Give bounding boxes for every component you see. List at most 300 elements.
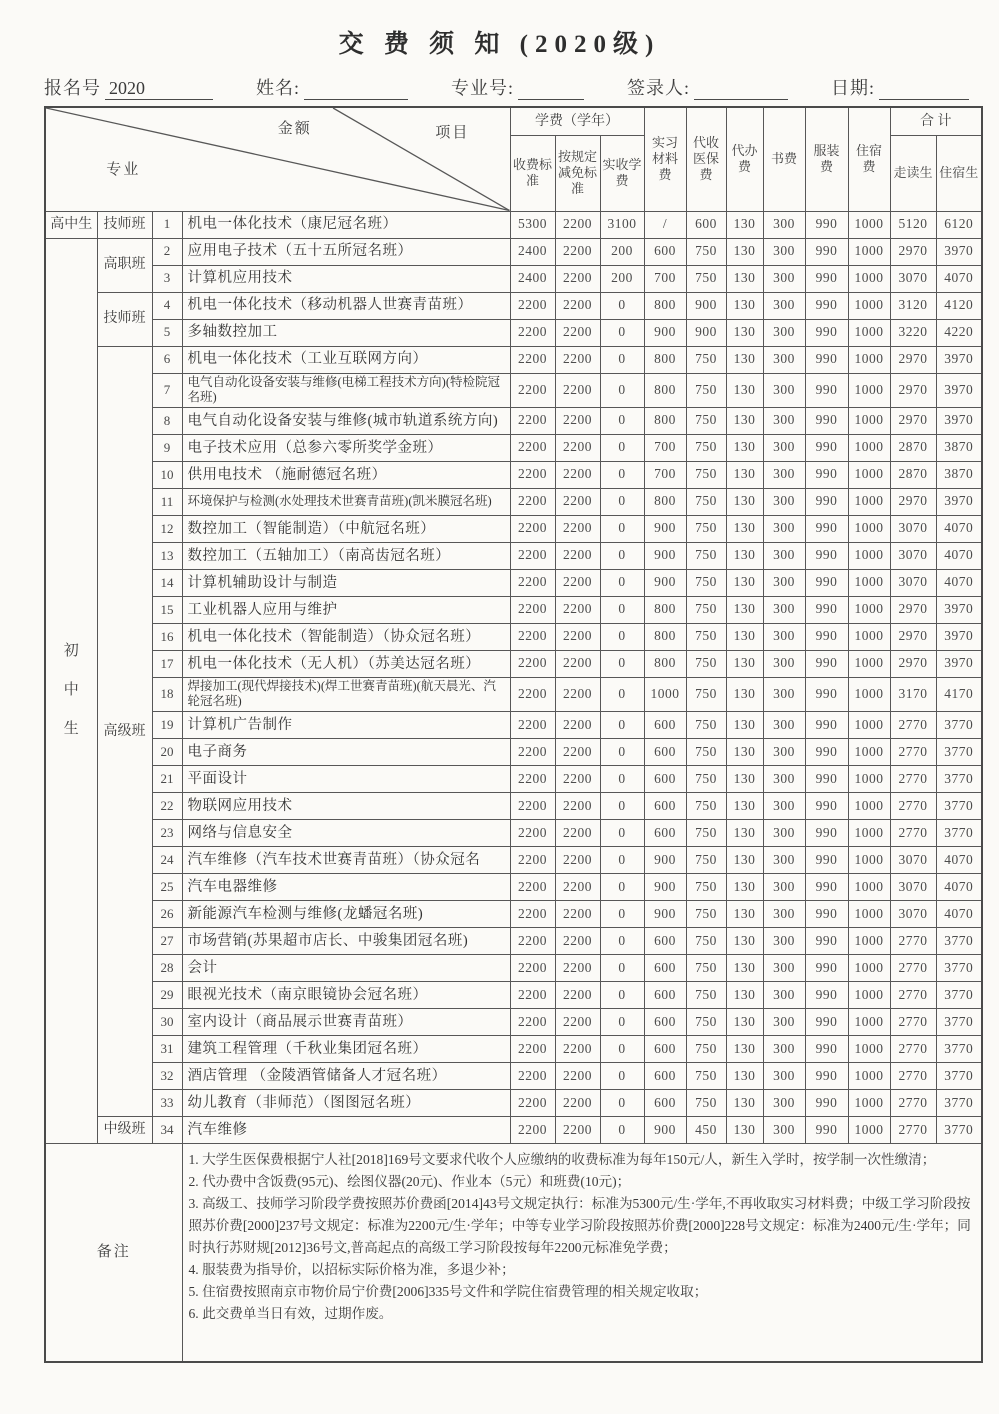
field-major-no: [451, 74, 584, 100]
fee-value-cell: 2200: [510, 1036, 555, 1063]
fee-value-cell: 300: [763, 596, 805, 623]
remark-line: 5. 住宿费按照南京市物价局宁价费[2006]335号文件和学院住宿费管理的相关规定收取；: [188, 1284, 708, 1300]
fee-value-cell: 750: [686, 542, 726, 569]
fee-value-cell: 2770: [890, 820, 936, 847]
fee-value-cell: 750: [686, 712, 726, 739]
row-number-cell: 24: [152, 847, 182, 874]
fee-value-cell: 990: [805, 596, 848, 623]
fee-value-cell: 750: [686, 373, 726, 407]
fee-value-cell: 990: [805, 373, 848, 407]
fee-value-cell: 750: [686, 1036, 726, 1063]
fee-value-cell: 1000: [848, 766, 890, 793]
fee-value-cell: 300: [763, 569, 805, 596]
fee-value-cell: 2200: [555, 211, 600, 238]
fee-value-cell: 2200: [555, 488, 600, 515]
fee-value-cell: 600: [644, 1036, 686, 1063]
fee-value-cell: 3070: [890, 515, 936, 542]
fee-value-cell: 2400: [510, 265, 555, 292]
row-number-cell: 34: [152, 1117, 182, 1144]
fee-value-cell: 2200: [510, 515, 555, 542]
fee-value-cell: 900: [644, 515, 686, 542]
fee-value-cell: 130: [726, 461, 763, 488]
fee-value-cell: 0: [600, 766, 644, 793]
fee-value-cell: 0: [600, 434, 644, 461]
fee-value-cell: 600: [686, 211, 726, 238]
student-category-cell: 初 中 生: [45, 238, 97, 1144]
fee-value-cell: 130: [726, 596, 763, 623]
fee-value-cell: 900: [644, 569, 686, 596]
major-name-cell: 汽车维修（汽车技术世赛青苗班）（协众冠名: [182, 847, 510, 874]
student-name-value: [304, 78, 408, 100]
fee-value-cell: 3220: [890, 319, 936, 346]
remark-line: 1. 大学生医保费根据宁人社[2018]169号文要求代收个人应缴纳的收费标准为每年150元/人，新生入学时，按学制一次性缴清；: [188, 1152, 936, 1167]
fee-value-cell: 1000: [848, 650, 890, 677]
fee-value-cell: 800: [644, 373, 686, 407]
remark-line: 3. 高级工、技师学习阶段学费按照苏价费函[2014]43号文规定执行：标准为5300元/生·学年,不再收取实习材料费；中级工学习阶段按照苏价费[2000]237号文规定：标准为2200元/生·学年；中等专业学习阶段按照苏价费[2000]228号文规定：标准为2400元/生·学年；同时执行苏财规[2012]36号文,普高起点的高级工学习阶段按每年2200元标准免学费；: [188, 1196, 971, 1256]
row-number-cell: 26: [152, 901, 182, 928]
fee-value-cell: 2200: [555, 766, 600, 793]
fee-value-cell: 1000: [848, 542, 890, 569]
fee-value-cell: 130: [726, 847, 763, 874]
fee-value-cell: 3970: [936, 623, 982, 650]
fee-value-cell: 750: [686, 928, 726, 955]
header-agency-fee: 代办费: [726, 107, 763, 211]
fee-value-cell: 0: [600, 677, 644, 711]
fee-value-cell: 2200: [555, 901, 600, 928]
student-name-label: 姓名:: [255, 78, 300, 98]
fee-value-cell: 130: [726, 434, 763, 461]
fee-value-cell: 3770: [936, 1009, 982, 1036]
form-fields-row: [44, 74, 969, 100]
fee-value-cell: 5120: [890, 211, 936, 238]
corner-label-item: 项目: [435, 125, 470, 142]
fee-value-cell: 4170: [936, 677, 982, 711]
fee-value-cell: 2970: [890, 596, 936, 623]
fee-value-cell: 1000: [848, 596, 890, 623]
fee-value-cell: 2770: [890, 712, 936, 739]
fee-value-cell: 130: [726, 569, 763, 596]
table-row: [45, 1090, 982, 1117]
fee-value-cell: 0: [600, 874, 644, 901]
major-no-label: 专业号:: [450, 78, 514, 98]
fee-value-cell: 300: [763, 542, 805, 569]
major-name-cell: 机电一体化技术（工业互联网方向）: [182, 346, 510, 373]
fee-value-cell: 2870: [890, 434, 936, 461]
fee-value-cell: 1000: [848, 739, 890, 766]
table-row: [45, 847, 982, 874]
fee-value-cell: 750: [686, 569, 726, 596]
row-number-cell: 27: [152, 928, 182, 955]
fee-value-cell: 130: [726, 1009, 763, 1036]
fee-value-cell: 2200: [555, 542, 600, 569]
row-number-cell: 25: [152, 874, 182, 901]
fee-value-cell: 300: [763, 820, 805, 847]
fee-value-cell: 800: [644, 650, 686, 677]
fee-value-cell: 990: [805, 982, 848, 1009]
fee-value-cell: 750: [686, 982, 726, 1009]
fee-value-cell: 2200: [510, 847, 555, 874]
fee-value-cell: 990: [805, 265, 848, 292]
major-name-cell: 机电一体化技术（无人机）（苏美达冠名班）: [182, 650, 510, 677]
fee-value-cell: 2200: [510, 461, 555, 488]
table-row: [45, 211, 982, 238]
fee-value-cell: 900: [686, 292, 726, 319]
fee-value-cell: 130: [726, 407, 763, 434]
fee-value-cell: 0: [600, 461, 644, 488]
row-number-cell: 29: [152, 982, 182, 1009]
fee-value-cell: 130: [726, 1063, 763, 1090]
major-name-cell: 应用电子技术（五十五所冠名班）: [182, 238, 510, 265]
fee-value-cell: 300: [763, 712, 805, 739]
table-row: [45, 1036, 982, 1063]
fee-value-cell: 3070: [890, 901, 936, 928]
fee-value-cell: 990: [805, 712, 848, 739]
fee-value-cell: 3770: [936, 1036, 982, 1063]
fee-value-cell: 800: [644, 488, 686, 515]
fee-value-cell: 750: [686, 623, 726, 650]
fee-value-cell: 2970: [890, 238, 936, 265]
fee-value-cell: 300: [763, 265, 805, 292]
row-number-cell: 28: [152, 955, 182, 982]
fee-value-cell: 2770: [890, 1063, 936, 1090]
fee-value-cell: 2200: [510, 1117, 555, 1144]
fee-value-cell: 0: [600, 488, 644, 515]
fee-value-cell: 3120: [890, 292, 936, 319]
fee-value-cell: 300: [763, 847, 805, 874]
fee-value-cell: 5300: [510, 211, 555, 238]
fee-value-cell: 2200: [510, 1009, 555, 1036]
fee-value-cell: 300: [763, 211, 805, 238]
fee-value-cell: 0: [600, 346, 644, 373]
major-name-cell: 多轴数控加工: [182, 319, 510, 346]
fee-value-cell: 2200: [555, 319, 600, 346]
fee-value-cell: 0: [600, 793, 644, 820]
fee-value-cell: 750: [686, 238, 726, 265]
major-name-cell: 物联网应用技术: [182, 793, 510, 820]
fee-value-cell: 130: [726, 1036, 763, 1063]
fee-value-cell: 2870: [890, 461, 936, 488]
fee-value-cell: 2200: [555, 373, 600, 407]
fee-value-cell: 2200: [555, 874, 600, 901]
fee-value-cell: 3770: [936, 955, 982, 982]
major-name-cell: 室内设计（商品展示世赛青苗班）: [182, 1009, 510, 1036]
fee-value-cell: 6120: [936, 211, 982, 238]
fee-value-cell: 900: [686, 319, 726, 346]
major-name-cell: 眼视光技术（南京眼镜协会冠名班）: [182, 982, 510, 1009]
fee-value-cell: 3170: [890, 677, 936, 711]
fee-value-cell: 600: [644, 238, 686, 265]
fee-value-cell: 3970: [936, 238, 982, 265]
fee-value-cell: 990: [805, 677, 848, 711]
fee-value-cell: 200: [600, 238, 644, 265]
row-number-cell: 33: [152, 1090, 182, 1117]
header-fee-standard: 收费标准: [510, 135, 555, 211]
row-number-cell: 12: [152, 515, 182, 542]
major-name-cell: 数控加工（智能制造）（中航冠名班）: [182, 515, 510, 542]
fee-value-cell: 130: [726, 211, 763, 238]
fee-value-cell: 2970: [890, 346, 936, 373]
fee-value-cell: 2200: [510, 623, 555, 650]
row-number-cell: 1: [152, 211, 182, 238]
row-number-cell: 15: [152, 596, 182, 623]
row-number-cell: 13: [152, 542, 182, 569]
fee-value-cell: 750: [686, 766, 726, 793]
table-row: [45, 515, 982, 542]
fee-value-cell: 130: [726, 928, 763, 955]
class-type-cell: 高职班: [97, 238, 152, 292]
fee-value-cell: 130: [726, 373, 763, 407]
fee-value-cell: 2200: [555, 982, 600, 1009]
fee-value-cell: 990: [805, 434, 848, 461]
fee-value-cell: 3970: [936, 407, 982, 434]
registration-no-label: 报名号: [44, 78, 101, 98]
class-type-cell: 中级班: [97, 1117, 152, 1144]
fee-value-cell: 3770: [936, 766, 982, 793]
fee-value-cell: 300: [763, 1090, 805, 1117]
table-row: [45, 820, 982, 847]
fee-value-cell: 990: [805, 211, 848, 238]
fee-value-cell: 300: [763, 238, 805, 265]
fee-value-cell: 800: [644, 407, 686, 434]
fee-value-cell: 3970: [936, 596, 982, 623]
header-boarding-student-total: 住宿生: [936, 135, 982, 211]
row-number-cell: 9: [152, 434, 182, 461]
row-number-cell: 22: [152, 793, 182, 820]
table-row: [45, 488, 982, 515]
fee-value-cell: 130: [726, 766, 763, 793]
major-name-cell: 计算机应用技术: [182, 265, 510, 292]
fee-value-cell: 1000: [848, 982, 890, 1009]
fee-value-cell: 1000: [848, 1063, 890, 1090]
fee-value-cell: 1000: [848, 569, 890, 596]
fee-value-cell: 900: [644, 847, 686, 874]
fee-value-cell: 990: [805, 820, 848, 847]
fee-value-cell: 1000: [848, 901, 890, 928]
field-student-name: [256, 74, 408, 100]
fee-value-cell: 1000: [848, 346, 890, 373]
fee-value-cell: 3770: [936, 712, 982, 739]
header-uniform-fee: 服装费: [805, 107, 848, 211]
fee-value-cell: 900: [644, 319, 686, 346]
major-name-cell: 会计: [182, 955, 510, 982]
fee-value-cell: 3100: [600, 211, 644, 238]
fee-value-cell: 2770: [890, 793, 936, 820]
table-row: [45, 1117, 982, 1144]
fee-value-cell: 800: [644, 346, 686, 373]
table-row: [45, 292, 982, 319]
fee-value-cell: 750: [686, 265, 726, 292]
row-number-cell: 14: [152, 569, 182, 596]
fee-value-cell: 3770: [936, 793, 982, 820]
fee-value-cell: 600: [644, 739, 686, 766]
fee-value-cell: 2200: [510, 596, 555, 623]
fee-value-cell: 600: [644, 712, 686, 739]
fee-value-cell: 900: [644, 901, 686, 928]
table-row: [45, 1009, 982, 1036]
table-row: [45, 766, 982, 793]
fee-value-cell: 0: [600, 847, 644, 874]
fee-value-cell: 4070: [936, 542, 982, 569]
row-number-cell: 17: [152, 650, 182, 677]
fee-value-cell: 1000: [848, 238, 890, 265]
fee-value-cell: 130: [726, 265, 763, 292]
row-number-cell: 5: [152, 319, 182, 346]
remarks-body: [182, 1144, 982, 1362]
fee-value-cell: 2200: [510, 955, 555, 982]
fee-value-cell: 750: [686, 515, 726, 542]
fee-value-cell: 1000: [848, 211, 890, 238]
fee-value-cell: 750: [686, 820, 726, 847]
fee-value-cell: 0: [600, 982, 644, 1009]
fee-value-cell: 2770: [890, 955, 936, 982]
header-tuition-group: 学费（学年）: [510, 107, 644, 135]
fee-value-cell: 130: [726, 515, 763, 542]
fee-value-cell: 2200: [555, 820, 600, 847]
fee-value-cell: 2200: [555, 434, 600, 461]
fee-value-cell: 130: [726, 542, 763, 569]
fee-value-cell: 800: [644, 596, 686, 623]
fee-value-cell: 3770: [936, 820, 982, 847]
table-row: [45, 596, 982, 623]
row-number-cell: 21: [152, 766, 182, 793]
fee-value-cell: 2200: [555, 650, 600, 677]
fee-value-cell: 750: [686, 346, 726, 373]
fee-value-cell: 2200: [555, 238, 600, 265]
header-medical-insurance-fee: 代收医保费: [686, 107, 726, 211]
fee-value-cell: 0: [600, 569, 644, 596]
table-row: [45, 650, 982, 677]
fee-value-cell: 4070: [936, 569, 982, 596]
fee-value-cell: 2200: [510, 650, 555, 677]
fee-value-cell: 2200: [510, 569, 555, 596]
fee-value-cell: 990: [805, 928, 848, 955]
major-name-cell: 焊接加工(现代焊接技术)(焊工世赛青苗班)(航天晨光、汽轮冠名班): [182, 677, 510, 711]
fee-value-cell: 750: [686, 650, 726, 677]
fee-value-cell: 3970: [936, 650, 982, 677]
fee-table: [44, 106, 983, 1363]
registration-no-value: 2020: [105, 78, 213, 100]
fee-value-cell: 990: [805, 766, 848, 793]
fee-value-cell: 130: [726, 1117, 763, 1144]
fee-value-cell: 2200: [555, 596, 600, 623]
fee-value-cell: 1000: [848, 874, 890, 901]
fee-value-cell: 130: [726, 238, 763, 265]
fee-value-cell: 990: [805, 1117, 848, 1144]
fee-value-cell: 1000: [644, 677, 686, 711]
fee-value-cell: 1000: [848, 461, 890, 488]
table-row: [45, 901, 982, 928]
fee-value-cell: 3770: [936, 1117, 982, 1144]
table-row: [45, 712, 982, 739]
fee-value-cell: 990: [805, 461, 848, 488]
fee-value-cell: 2200: [510, 373, 555, 407]
major-name-cell: 汽车维修: [182, 1117, 510, 1144]
fee-value-cell: 4220: [936, 319, 982, 346]
fee-value-cell: 0: [600, 373, 644, 407]
header-book-fee: 书费: [763, 107, 805, 211]
table-row: [45, 928, 982, 955]
fee-value-cell: 750: [686, 874, 726, 901]
fee-value-cell: 750: [686, 1090, 726, 1117]
fee-value-cell: 3870: [936, 461, 982, 488]
table-row: [45, 434, 982, 461]
fee-value-cell: 3770: [936, 1063, 982, 1090]
fee-value-cell: 900: [644, 1117, 686, 1144]
fee-value-cell: 700: [644, 434, 686, 461]
fee-value-cell: 2200: [555, 739, 600, 766]
remark-line: 2. 代办费中含饭费(95元)、绘图仪器(20元)、作业本（5元）和班费(10元)；: [188, 1174, 631, 1190]
fee-value-cell: 2200: [555, 712, 600, 739]
table-row: [45, 982, 982, 1009]
fee-value-cell: 750: [686, 407, 726, 434]
fee-value-cell: 300: [763, 677, 805, 711]
table-row: [45, 407, 982, 434]
fee-value-cell: 2770: [890, 1036, 936, 1063]
major-name-cell: 计算机辅助设计与制造: [182, 569, 510, 596]
row-number-cell: 20: [152, 739, 182, 766]
fee-value-cell: 300: [763, 793, 805, 820]
fee-value-cell: 2770: [890, 1009, 936, 1036]
fee-value-cell: 300: [763, 874, 805, 901]
fee-value-cell: 0: [600, 596, 644, 623]
fee-value-cell: 0: [600, 292, 644, 319]
fee-value-cell: 600: [644, 793, 686, 820]
fee-value-cell: 600: [644, 982, 686, 1009]
fee-value-cell: 600: [644, 928, 686, 955]
major-name-cell: 环境保护与检测(水处理技术世赛青苗班)(凯米膜冠名班): [182, 488, 510, 515]
fee-value-cell: 2200: [555, 569, 600, 596]
fee-value-cell: 990: [805, 569, 848, 596]
fee-value-cell: 3770: [936, 739, 982, 766]
fee-value-cell: 600: [644, 955, 686, 982]
fee-value-cell: 990: [805, 488, 848, 515]
fee-value-cell: 750: [686, 488, 726, 515]
fee-value-cell: 990: [805, 1009, 848, 1036]
fee-value-cell: 2200: [555, 928, 600, 955]
fee-value-cell: 2200: [510, 1063, 555, 1090]
fee-value-cell: 300: [763, 373, 805, 407]
fee-value-cell: 1000: [848, 955, 890, 982]
fee-value-cell: 130: [726, 488, 763, 515]
fee-value-cell: 990: [805, 407, 848, 434]
fee-value-cell: 1000: [848, 793, 890, 820]
row-number-cell: 32: [152, 1063, 182, 1090]
row-number-cell: 11: [152, 488, 182, 515]
remarks-label: 备注: [45, 1144, 182, 1362]
fee-value-cell: 1000: [848, 1117, 890, 1144]
fee-value-cell: 990: [805, 319, 848, 346]
fee-value-cell: 750: [686, 677, 726, 711]
registrar-label: 签录人:: [626, 78, 690, 98]
table-row: [45, 677, 982, 711]
fee-value-cell: 2400: [510, 238, 555, 265]
fee-value-cell: 300: [763, 434, 805, 461]
major-name-cell: 酒店管理 （金陵酒管储备人才冠名班）: [182, 1063, 510, 1090]
fee-value-cell: 750: [686, 793, 726, 820]
fee-value-cell: 450: [686, 1117, 726, 1144]
fee-value-cell: 0: [600, 407, 644, 434]
corner-label-amount: 金额: [277, 121, 312, 138]
major-name-cell: 汽车电器维修: [182, 874, 510, 901]
fee-value-cell: 2200: [555, 292, 600, 319]
fee-value-cell: 800: [644, 623, 686, 650]
fee-value-cell: 990: [805, 1036, 848, 1063]
class-type-cell: 技师班: [97, 211, 152, 238]
fee-value-cell: 600: [644, 1090, 686, 1117]
fee-value-cell: 750: [686, 461, 726, 488]
major-name-cell: 工业机器人应用与维护: [182, 596, 510, 623]
header-practice-material-fee: 实习材料费: [644, 107, 686, 211]
